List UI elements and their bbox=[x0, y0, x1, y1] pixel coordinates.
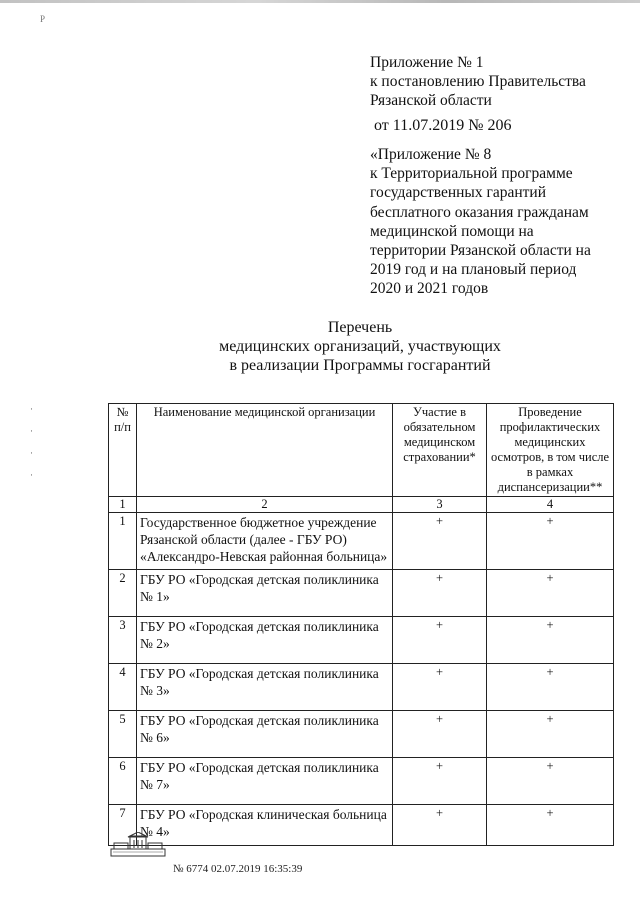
column-number: 3 bbox=[393, 497, 487, 513]
organizations-table bbox=[108, 403, 614, 846]
appendix-reference bbox=[370, 145, 620, 299]
oms-mark: + bbox=[393, 711, 487, 758]
organization-name: ГБУ РО «Городская детская поликлиника № 1» bbox=[137, 570, 393, 617]
prof-mark: + bbox=[487, 664, 614, 711]
registry-stamp-icon bbox=[110, 832, 166, 858]
header-line: к постановлению Правительства bbox=[370, 73, 586, 90]
header-line: Приложение № 1 bbox=[370, 54, 484, 71]
prof-mark: + bbox=[487, 758, 614, 805]
column-number-row bbox=[109, 497, 614, 513]
margin-mark: · bbox=[30, 426, 33, 436]
prof-mark: + bbox=[487, 617, 614, 664]
oms-mark: + bbox=[393, 617, 487, 664]
oms-mark: + bbox=[393, 664, 487, 711]
margin-mark: · bbox=[30, 404, 33, 414]
appendix-line: «Приложение № 8 bbox=[370, 146, 492, 163]
header-preventive-exams: Проведение профилактических медицинских осмотров, в том числе в рамках диспансеризации** bbox=[487, 404, 614, 497]
column-number: 1 bbox=[109, 497, 137, 513]
margin-marks bbox=[30, 398, 33, 486]
header-number: № п/п bbox=[109, 404, 137, 497]
appendix-line: 2019 год и на плановый период bbox=[370, 261, 577, 279]
appendix-line: 2020 и 2021 годов bbox=[370, 280, 489, 298]
organization-name: Государственное бюджетное учреждение Рязанской области (далее - ГБУ РО) «Александро-Невская районная больница» bbox=[137, 513, 393, 570]
oms-mark: + bbox=[393, 805, 487, 846]
document-title bbox=[100, 318, 620, 375]
header-organization-name: Наименование медицинской организации bbox=[137, 404, 393, 497]
prof-mark: + bbox=[487, 805, 614, 846]
organization-name: ГБУ РО «Городская детская поликлиника № 3» bbox=[137, 664, 393, 711]
margin-mark: · bbox=[30, 448, 33, 458]
prof-mark: + bbox=[487, 711, 614, 758]
resolution-header bbox=[370, 53, 610, 135]
table-row bbox=[109, 664, 614, 711]
organization-name: ГБУ РО «Городская детская поликлиника № 7» bbox=[137, 758, 393, 805]
table-row bbox=[109, 513, 614, 570]
appendix-line: бесплатного оказания гражданам bbox=[370, 203, 589, 221]
table-header-row bbox=[109, 404, 614, 497]
organization-name: ГБУ РО «Городская клиническая больница № 4» bbox=[137, 805, 393, 846]
scan-edge bbox=[0, 0, 640, 3]
title-line: медицинских организаций, участвующих bbox=[219, 338, 501, 355]
header-line: Рязанской области bbox=[370, 92, 492, 109]
organization-name: ГБУ РО «Городская детская поликлиника № 6» bbox=[137, 711, 393, 758]
corner-mark: Р bbox=[40, 14, 46, 24]
row-number: 2 bbox=[109, 570, 137, 617]
column-number: 2 bbox=[137, 497, 393, 513]
header-oms-participation: Участие в обязательном медицинском страховании* bbox=[393, 404, 487, 497]
table-row bbox=[109, 758, 614, 805]
row-number: 1 bbox=[109, 513, 137, 570]
appendix-line: территории Рязанской области на bbox=[370, 242, 591, 260]
row-number: 5 bbox=[109, 711, 137, 758]
table-row bbox=[109, 711, 614, 758]
title-line: в реализации Программы госгарантий bbox=[229, 357, 491, 374]
registration-stamp: № 6774 02.07.2019 16:35:39 bbox=[173, 863, 303, 875]
resolution-date: от 11.07.2019 № 206 bbox=[374, 117, 512, 134]
title-line: Перечень bbox=[327, 319, 393, 336]
table-row bbox=[109, 805, 614, 846]
row-number: 7 bbox=[109, 805, 137, 846]
oms-mark: + bbox=[393, 513, 487, 570]
appendix-line: государственных гарантий bbox=[370, 184, 546, 202]
appendix-line: к Территориальной программе bbox=[370, 165, 573, 183]
prof-mark: + bbox=[487, 570, 614, 617]
column-number: 4 bbox=[487, 497, 614, 513]
table-row bbox=[109, 617, 614, 664]
prof-mark: + bbox=[487, 513, 614, 570]
oms-mark: + bbox=[393, 570, 487, 617]
table-row bbox=[109, 570, 614, 617]
appendix-line: медицинской помощи на bbox=[370, 222, 534, 240]
row-number: 6 bbox=[109, 758, 137, 805]
organization-name: ГБУ РО «Городская детская поликлиника № 2» bbox=[137, 617, 393, 664]
row-number: 3 bbox=[109, 617, 137, 664]
row-number: 4 bbox=[109, 664, 137, 711]
margin-mark: · bbox=[30, 470, 33, 480]
oms-mark: + bbox=[393, 758, 487, 805]
